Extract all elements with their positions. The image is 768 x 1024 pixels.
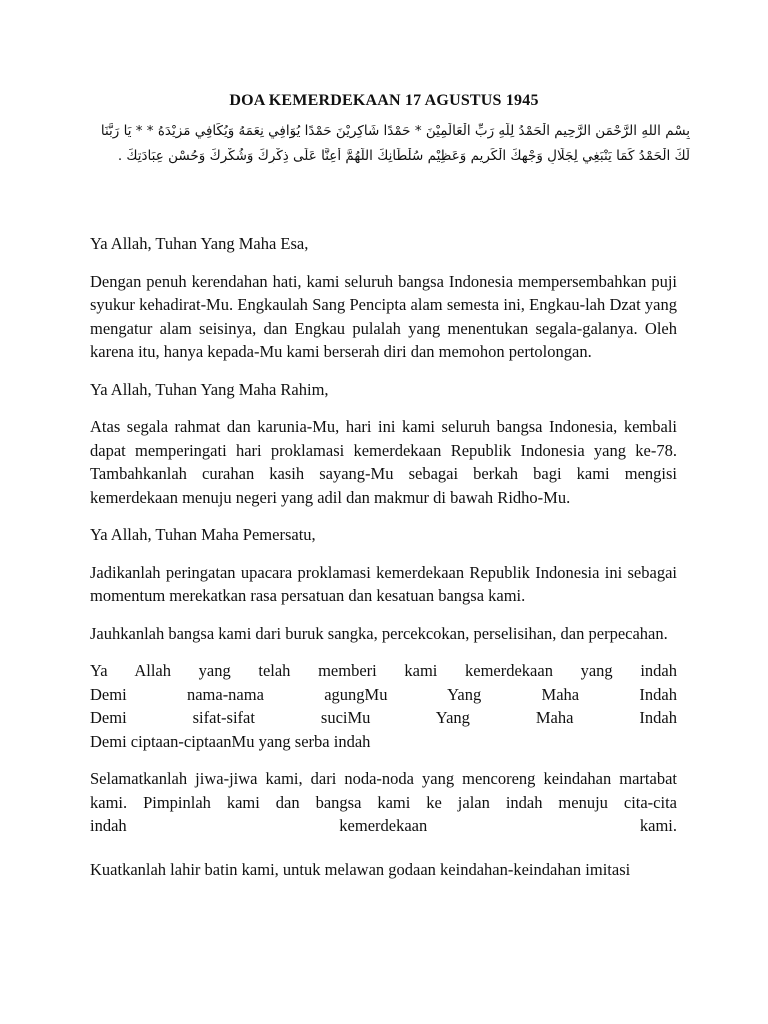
- verse-block: [90, 659, 677, 753]
- paragraph-kuatkanlah: Kuatkanlah lahir batin kami, untuk melawan godaan keindahan-keindahan imitasi: [90, 859, 631, 879]
- paragraph-line: indah kemerdekaan kami.: [90, 816, 677, 835]
- paragraph-persatuan: Jadikanlah peringatan upacara proklamasi kemerdekaan Republik Indonesia ini sebagai momentum merekatkan rasa persatuan dan kesatuan bangsa kami.: [90, 562, 677, 605]
- document-title: DOA KEMERDEKAAN 17 AGUSTUS 1945: [229, 92, 539, 109]
- salutation-maha-pemersatu: Ya Allah, Tuhan Maha Pemersatu,: [90, 525, 316, 544]
- paragraph-line: Selamatkanlah jiwa-jiwa kami, dari noda-noda yang mencoreng keindahan martabat kami. Pimpinlah kami dan bangsa kami ke jalan indah menuju cita-cita: [90, 769, 677, 812]
- salutation-maha-rahim: Ya Allah, Tuhan Yang Maha Rahim,: [90, 379, 329, 399]
- salutation-maha-esa: Ya Allah, Tuhan Yang Maha Esa,: [90, 234, 309, 253]
- document-body: [90, 232, 677, 895]
- paragraph-selamatkanlah: [90, 767, 677, 838]
- verse-line: Ya Allah yang telah memberi kami kemerdekaan yang indah: [90, 661, 677, 680]
- verse-line: Demi nama-nama agungMu Yang Maha Indah: [90, 684, 677, 704]
- arabic-opening-line-2: لَكَ الْحَمْدُ كَمَا يَنْبَغِي لِجَلَالِ وَجْهِكَ الْكَرِيمِ وَعَظِيْمِ سُلْطَانِكَ اللَّهُمَّ أَعِنَّا عَلَى ذِكْرِكَ وَشُكْرِكَ وَحُسْنِ عِبَادَتِكَ .: [117, 148, 690, 164]
- arabic-opening-line-1: بِسْمِ اللهِ الرَّحْمَنِ الرَّحِيمِ الْحَمْدُ لِلَّهِ رَبِّ الْعَالَمِيْنَ * حَمْدًا شَاكِرِيْنَ حَمْدًا يُوَافِي نِعَمَهُ وَيُكَافِي مَزِيْدَهُ * * يَا رَبَّنَا: [100, 123, 690, 139]
- verse-line: Demi ciptaan-ciptaanMu yang serba indah: [90, 731, 371, 751]
- paragraph-rahmat-karunia: Atas segala rahmat dan karunia-Mu, hari ini kami seluruh bangsa Indonesia, kembali dapat memperingati hari proklamasi kemerdekaan Republik Indonesia yang ke-78. Tambahkanlah curahan kasih sayang-Mu sebagai berkah bagi kami mengisi kemerdekaan menuju negeri yang adil dan makmur di bawah Ridho-Mu.: [90, 417, 677, 507]
- verse-line: Demi sifat-sifat suciMu Yang Maha Indah: [90, 708, 677, 727]
- paragraph-kerendahan-hati: Dengan penuh kerendahan hati, kami seluruh bangsa Indonesia mempersembahkan puji syukur kehadirat-Mu. Engkaulah Sang Pencipta alam semesta ini, Engkau-lah Dzat yang mengatur alam seisinya, dan Engkau pulalah yang menentukan segala-galanya. Oleh karena itu, hanya kepada-Mu kami berserah diri dan memohon pertolongan.: [90, 271, 677, 361]
- paragraph-jauhkanlah: Jauhkanlah bangsa kami dari buruk sangka, percekcokan, perselisihan, dan perpecahan.: [90, 623, 668, 643]
